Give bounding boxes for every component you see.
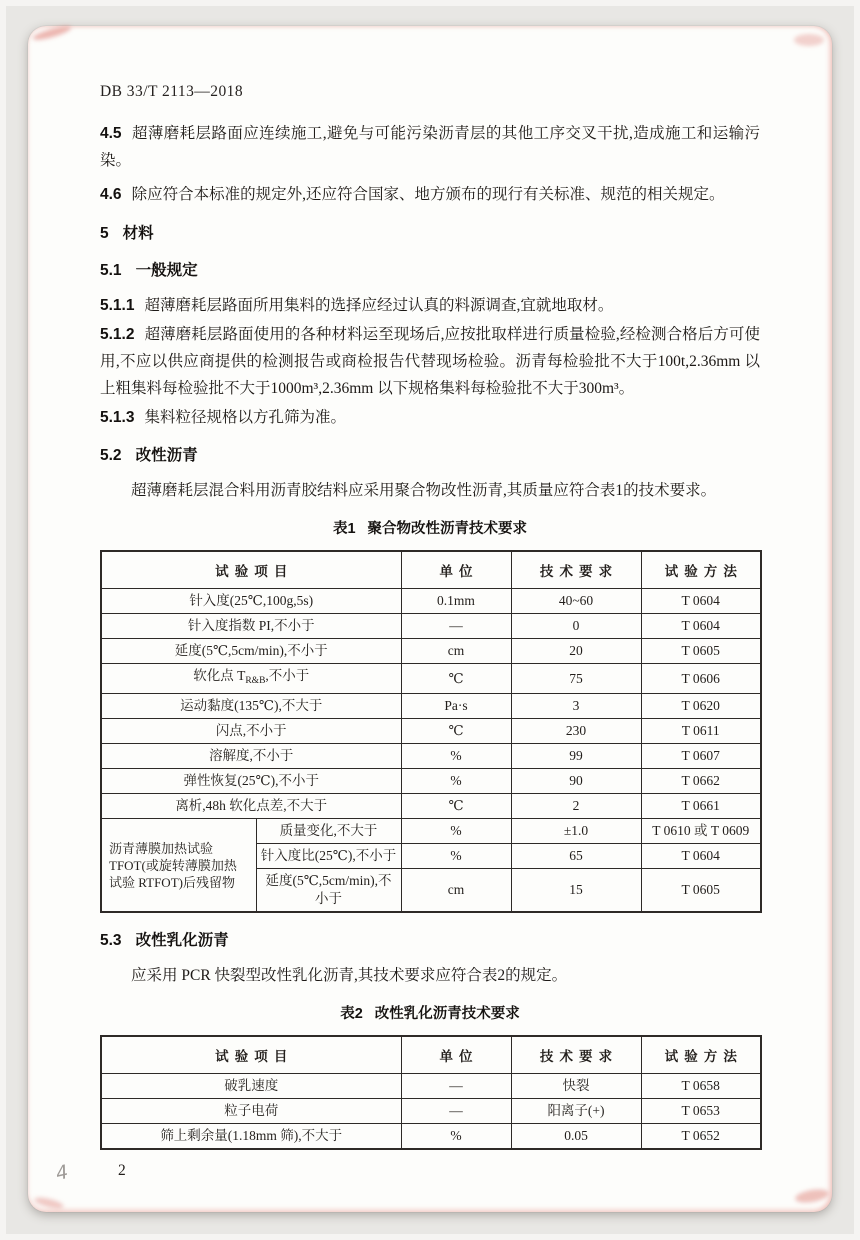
clause-number: 4.6 <box>100 186 122 203</box>
table2-caption <box>100 1004 760 1025</box>
table-row <box>101 744 761 769</box>
cell-sub-item: 延度(5℃,5cm/min),不小于 <box>256 869 401 913</box>
cell-requirement: 99 <box>511 744 641 769</box>
column-header-method: 试验方法 <box>641 1036 761 1074</box>
table-caption-label: 表1 <box>332 521 356 537</box>
cell-unit: % <box>401 744 511 769</box>
clause-text: 超薄磨耗层路面使用的各种材料运至现场后,应按批取样进行质量检验,经检测合格后方可使用,不应以供应商提供的检测报告或商检报告代替现场检验。沥青每检验批不大于100t,2.36mm 以上粗集料每检验批不大于1000m³,2.36mm 以下规格集料每检验批不大于300m³。 <box>100 326 761 397</box>
clause-number: 4.5 <box>100 125 122 142</box>
cell-unit: — <box>401 614 511 639</box>
page-content <box>28 26 832 1196</box>
table-row <box>101 769 761 794</box>
table-caption-title: 聚合物改性沥青技术要求 <box>367 521 528 537</box>
cell-unit: ℃ <box>401 719 511 744</box>
cell-requirement: 3 <box>511 694 641 719</box>
clause-5-1-2 <box>100 321 760 402</box>
cell-item: 针入度指数 PI,不小于 <box>101 614 401 639</box>
column-header-requirement: 技术要求 <box>511 551 641 589</box>
column-header-item: 试验项目 <box>101 1036 401 1074</box>
paragraph-5-3-body: 应采用 PCR 快裂型改性乳化沥青,其技术要求应符合表2的规定。 <box>131 967 568 984</box>
cell-requirement: 快裂 <box>511 1074 641 1099</box>
table-row <box>101 639 761 664</box>
clause-5-1-1 <box>100 292 760 319</box>
cell-requirement: 230 <box>511 719 641 744</box>
section-number: 5.2 <box>100 447 122 464</box>
cell-item-text: 软化点 T <box>193 668 246 683</box>
cell-method: T 0604 <box>641 589 761 614</box>
section-heading-5 <box>100 222 760 246</box>
cell-item <box>101 664 401 694</box>
table-row <box>101 1124 761 1150</box>
cell-unit: — <box>401 1099 511 1124</box>
cell-requirement: 阳离子(+) <box>511 1099 641 1124</box>
section-title: 材料 <box>122 225 154 242</box>
page-footer <box>53 1160 760 1196</box>
handwritten-margin-mark: 4 <box>53 1160 71 1186</box>
cell-requirement: ±1.0 <box>511 819 641 844</box>
cell-requirement: 90 <box>511 769 641 794</box>
clause-text: 超薄磨耗层路面应连续施工,避免与可能污染沥青层的其他工序交叉干扰,造成施工和运输污染。 <box>100 125 760 169</box>
clause-number: 5.1.3 <box>100 409 135 426</box>
cell-unit: ℃ <box>401 664 511 694</box>
cell-method: T 0605 <box>641 869 761 913</box>
page-number: 2 <box>118 1162 126 1179</box>
column-header-method: 试验方法 <box>641 551 761 589</box>
section-number: 5.1 <box>100 262 122 279</box>
cell-method: T 0652 <box>641 1124 761 1150</box>
cell-requirement: 65 <box>511 844 641 869</box>
cell-item: 针入度(25℃,100g,5s) <box>101 589 401 614</box>
section-heading-5-3 <box>100 929 760 953</box>
clause-4-6 <box>100 181 760 208</box>
section-number: 5 <box>100 225 109 242</box>
table2-modified-emulsified-asphalt-requirements <box>100 1035 762 1150</box>
cell-requirement: 75 <box>511 664 641 694</box>
clause-4-5 <box>100 120 760 174</box>
clause-text: 超薄磨耗层路面所用集料的选择应经过认真的料源调查,宜就地取材。 <box>144 297 614 314</box>
cell-unit: ℃ <box>401 794 511 819</box>
cell-unit: % <box>401 769 511 794</box>
section-title: 改性沥青 <box>135 447 198 464</box>
cell-unit: cm <box>401 639 511 664</box>
table-row <box>101 1074 761 1099</box>
cell-sub-item: 针入度比(25℃),不小于 <box>256 844 401 869</box>
cell-requirement: 2 <box>511 794 641 819</box>
cell-item: 弹性恢复(25℃),不小于 <box>101 769 401 794</box>
clause-number: 5.1.2 <box>100 326 135 343</box>
table1-caption <box>100 519 760 540</box>
cell-method: T 0605 <box>641 639 761 664</box>
cell-unit: cm <box>401 869 511 913</box>
table-caption-title: 改性乳化沥青技术要求 <box>374 1006 520 1022</box>
cell-method: T 0661 <box>641 794 761 819</box>
table-row <box>101 794 761 819</box>
table-header-row <box>101 1036 761 1074</box>
section-title: 改性乳化沥青 <box>135 932 229 949</box>
cell-item: 离析,48h 软化点差,不大于 <box>101 794 401 819</box>
table-row <box>101 1099 761 1124</box>
cell-requirement: 0 <box>511 614 641 639</box>
cell-unit: 0.1mm <box>401 589 511 614</box>
table-row <box>101 589 761 614</box>
column-header-requirement: 技术要求 <box>511 1036 641 1074</box>
cell-method: T 0610 或 T 0609 <box>641 819 761 844</box>
section-title: 一般规定 <box>135 262 198 279</box>
section-heading-5-2 <box>100 444 760 468</box>
cell-item: 闪点,不小于 <box>101 719 401 744</box>
cell-method: T 0604 <box>641 844 761 869</box>
cell-method: T 0658 <box>641 1074 761 1099</box>
table-row <box>101 819 761 844</box>
table-row <box>101 664 761 694</box>
cell-item: 破乳速度 <box>101 1074 401 1099</box>
cell-item: 溶解度,不小于 <box>101 744 401 769</box>
cell-method: T 0606 <box>641 664 761 694</box>
cell-item: 筛上剩余量(1.18mm 筛),不大于 <box>101 1124 401 1150</box>
table-caption-label: 表2 <box>340 1006 363 1022</box>
cell-requirement: 20 <box>511 639 641 664</box>
cell-method: T 0653 <box>641 1099 761 1124</box>
cell-requirement: 15 <box>511 869 641 913</box>
cell-requirement: 0.05 <box>511 1124 641 1150</box>
section-number: 5.3 <box>100 932 122 949</box>
clause-text: 除应符合本标准的规定外,还应符合国家、地方颁布的现行有关标准、规范的相关规定。 <box>131 186 725 203</box>
section-heading-5-1 <box>100 259 760 283</box>
table-row <box>101 719 761 744</box>
cell-unit: Pa·s <box>401 694 511 719</box>
column-header-item: 试验项目 <box>101 551 401 589</box>
table-row <box>101 614 761 639</box>
cell-item: 运动黏度(135℃),不大于 <box>101 694 401 719</box>
document-page <box>28 26 832 1212</box>
column-header-unit: 单位 <box>401 551 511 589</box>
cell-unit: % <box>401 1124 511 1150</box>
table-header-row <box>101 551 761 589</box>
cell-item: 粒子电荷 <box>101 1099 401 1124</box>
table-row <box>101 694 761 719</box>
cell-method: T 0611 <box>641 719 761 744</box>
cell-method: T 0607 <box>641 744 761 769</box>
cell-method: T 0662 <box>641 769 761 794</box>
document-code: DB 33/T 2113—2018 <box>100 83 244 100</box>
cell-unit: % <box>401 844 511 869</box>
cell-method: T 0620 <box>641 694 761 719</box>
clause-text: 集料粒径规格以方孔筛为准。 <box>144 409 346 426</box>
cell-item: 延度(5℃,5cm/min),不小于 <box>101 639 401 664</box>
cell-item-text: ,不小于 <box>265 668 310 683</box>
scan-smudge <box>33 1195 64 1210</box>
table1-polymer-modified-asphalt-requirements <box>100 550 762 913</box>
cell-merged-group-label: 沥青薄膜加热试验TFOT(或旋转薄膜加热试验 RTFOT)后残留物 <box>101 819 256 913</box>
cell-sub-item: 质量变化,不大于 <box>256 819 401 844</box>
cell-item-subscript: R&B <box>245 676 266 686</box>
clause-5-1-3 <box>100 404 760 431</box>
clause-number: 5.1.1 <box>100 297 135 314</box>
column-header-unit: 单位 <box>401 1036 511 1074</box>
cell-unit: % <box>401 819 511 844</box>
paragraph-5-2-body: 超薄磨耗层混合料用沥青胶结料应采用聚合物改性沥青,其质量应符合表1的技术要求。 <box>131 482 717 499</box>
cell-requirement: 40~60 <box>511 589 641 614</box>
cell-unit: — <box>401 1074 511 1099</box>
cell-method: T 0604 <box>641 614 761 639</box>
